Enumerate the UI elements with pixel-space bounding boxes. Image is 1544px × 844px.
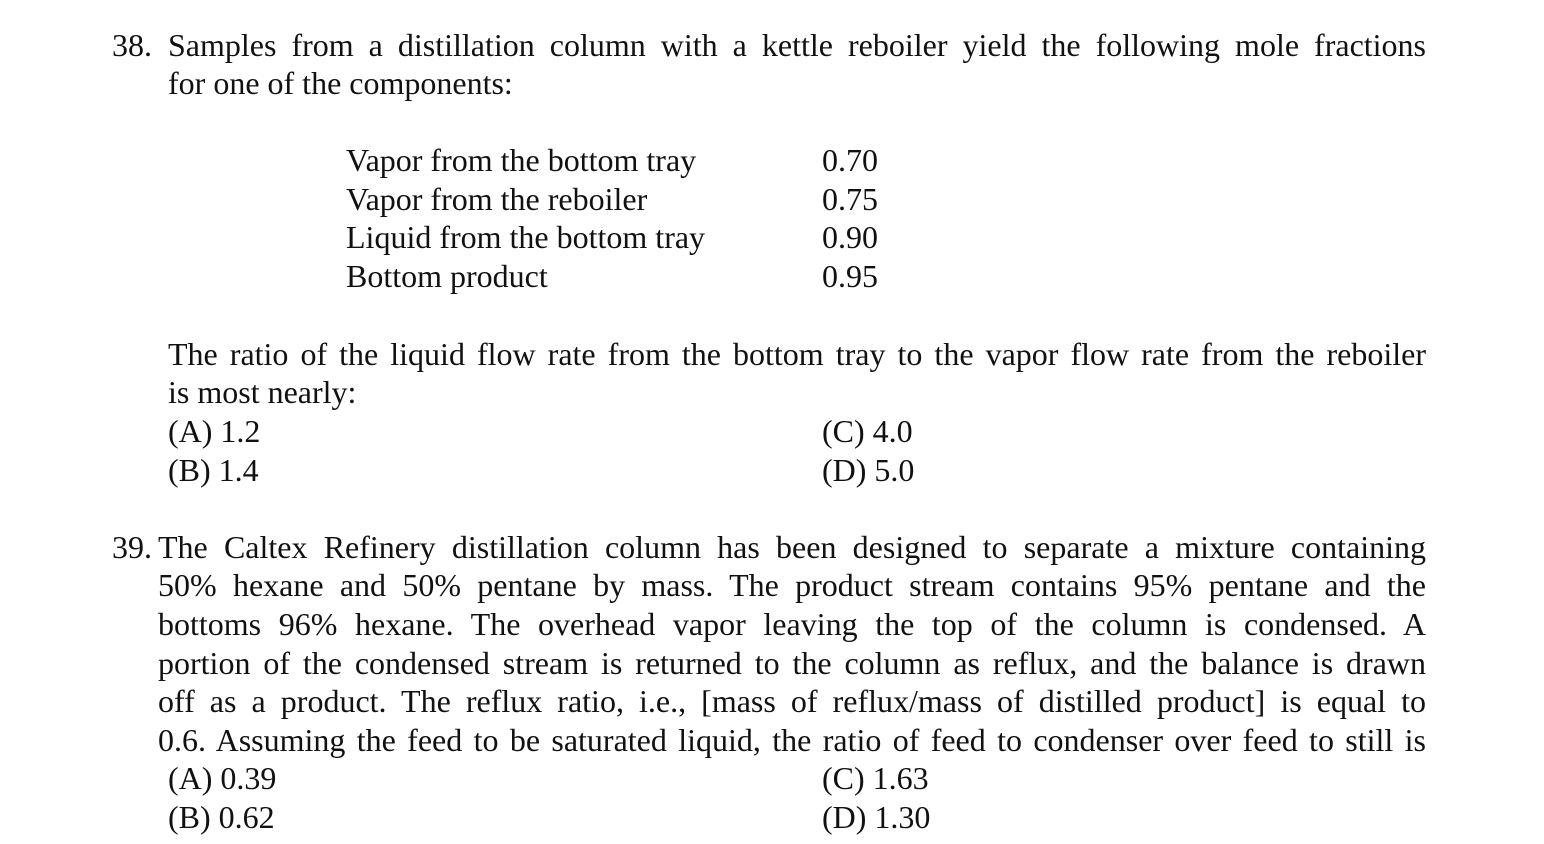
- question-38-number: 38.: [112, 27, 152, 63]
- question-39-line-2: 50% hexane and 50% pentane by mass. The product stream contains 95% pentane and the: [158, 567, 1426, 603]
- question-38-prompt-line-2: is most nearly:: [168, 374, 357, 410]
- row-label: Bottom product: [346, 258, 548, 294]
- question-38-line-1: Samples from a distillation column with a kettle reboiler yield the following mole fractions: [168, 27, 1426, 63]
- table-row: [346, 218, 705, 257]
- question-39-number: 39.: [112, 529, 152, 565]
- table-row: [346, 141, 696, 180]
- question-39-line-5: off as a product. The reflux ratio, i.e., [mass of reflux/mass of distilled product] is equal to: [158, 683, 1426, 719]
- question-39-line-4: portion of the condensed stream is returned to the column as reflux, and the balance is drawn: [158, 645, 1426, 681]
- option-c[interactable]: (C) 4.0: [822, 413, 913, 449]
- option-a[interactable]: (A) 1.2: [168, 413, 261, 449]
- option-a[interactable]: (A) 0.39: [168, 760, 277, 796]
- option-d[interactable]: (D) 5.0: [822, 452, 915, 488]
- row-value: 0.95: [822, 258, 878, 294]
- row-value: 0.75: [822, 181, 878, 217]
- question-39-line-3: bottoms 96% hexane. The overhead vapor leaving the top of the column is condensed. A: [158, 606, 1426, 642]
- option-d[interactable]: (D) 1.30: [822, 799, 931, 835]
- question-39-line-1: The Caltex Refinery distillation column has been designed to separate a mixture containing: [158, 529, 1426, 565]
- option-b[interactable]: (B) 0.62: [168, 799, 275, 835]
- row-label: Vapor from the bottom tray: [346, 142, 697, 178]
- row-value: 0.90: [822, 219, 878, 255]
- option-b[interactable]: (B) 1.4: [168, 452, 259, 488]
- row-label: Vapor from the reboiler: [346, 181, 648, 217]
- question-38-line-2: for one of the components:: [168, 65, 513, 101]
- table-row: [346, 180, 647, 219]
- row-label: Liquid from the bottom tray: [346, 219, 706, 255]
- question-39-line-6: 0.6. Assuming the feed to be saturated liquid, the ratio of feed to condenser over feed to still is: [158, 722, 1426, 758]
- question-38-prompt-line-1: The ratio of the liquid flow rate from the bottom tray to the vapor flow rate from the reboiler: [168, 336, 1426, 372]
- option-c[interactable]: (C) 1.63: [822, 760, 929, 796]
- table-row: [346, 257, 548, 296]
- row-value: 0.70: [822, 142, 878, 178]
